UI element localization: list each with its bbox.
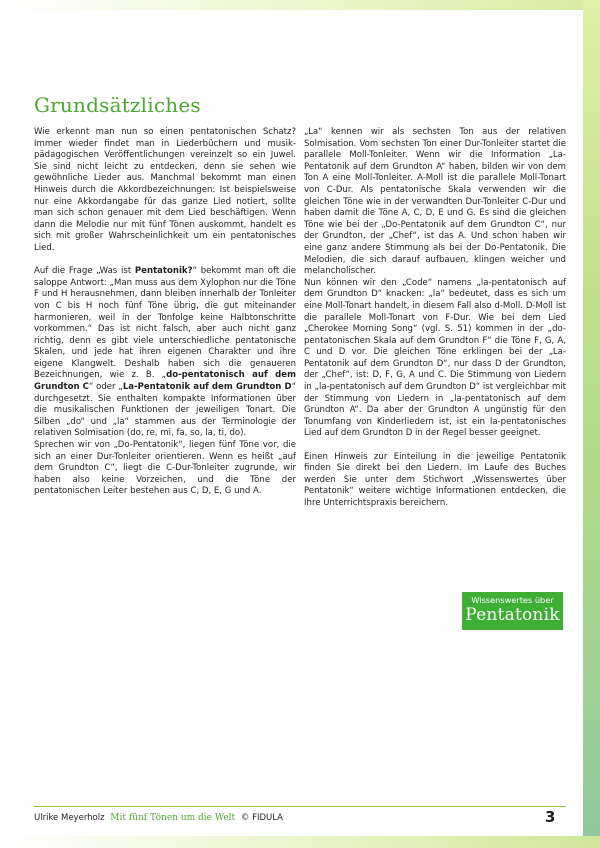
paragraph: Nun können wir den „Code“ namens „la-pentatonisch auf dem Grundton D“ knacken: „la“ bedeutet, dass es sich um eine Moll-Tonart handelt, in diesem Fall also d-Moll. D-Moll ist die parallele Moll-Tonart von F-Dur. Wie bei dem Lied „Cherokee Morning Song“ (vgl. S. 51) kommen in der „do-pentatonischen Skala auf dem Grundton F“ die Töne F, G, A, C und D vor. Die gleichen Töne erklingen bei der „La-Pentatonik auf dem Grundton D“, nur dass D der Grundton, der „Chef“, ist: D, F, G, A und C. Die Stimmung von Liedern in „la-pentatonisch auf dem Grundton D“ ist vergleichbar mit der Stimmung von Liedern in „la-pentatonisch auf dem Grundton A“. Da aber der Grundton A ungünstig für den Tonumfang von Kinderliedern ist, ist ein la-pentatonisches Lied auf dem Grundton D in der Regel besser geeignet. [304, 277, 566, 439]
right-decorative-band [583, 0, 600, 848]
bottom-decorative-band [0, 836, 600, 848]
badge-title: Pentatonik [465, 605, 560, 625]
section-heading: Grundsätzliches [34, 93, 201, 117]
paragraph: Einen Hinweis zur Einteilung in die jeweilige Pentatonik finden Sie direkt bei den Liedern. Im Laufe des Buches werden Sie unter dem Stichwort „Wissenswertes über Pentatonik“ weitere wichtige Informationen entdecken, die Ihre Unterrichtspraxis bereichern. [304, 451, 566, 508]
badge-caption: Wissenswertes über [471, 595, 554, 605]
bold-term: La-Pentatonik auf dem Grundton D [122, 382, 292, 393]
left-text-column [34, 127, 296, 510]
footer-author: Ulrike Meyerholz [34, 813, 105, 823]
paragraph: Auf die Frage „Was ist Pentatonik?“ bekommt man oft die saloppe Antwort: „Man muss aus dem Xylophon nur die Töne F und H herausnehmen, dann bleiben innerhalb der Tonleiter von C bis H noch fünf Töne übrig, die gut miteinander harmonieren, weil in der Tonfolge keine Halbtonschritte vorkommen.“ Das ist nicht falsch, aber auch nicht ganz richtig, denn es gibt viele unterschiedliche pentatonische Skalen, und jede hat ihren eigenen Charakter und ihre eigene Klangwelt. Deshalb haben sich die genaueren Bezeichnungen, wie z. B. „do-pentatonisch auf dem Grundton C“ oder „La-Pentatonik auf dem Grundton D“ durchgesetzt. Sie enthalten kompakte Informationen über die musikalischen Funktionen der jeweiligen Tonart. Die Silben „do“ und „la“ stammen aus der Terminologie der relativen Solmisation (do, re, mi, fa, so, la, ti, do). [34, 266, 296, 439]
top-decorative-band [0, 0, 583, 10]
footer-divider [34, 806, 566, 807]
footer-book-title: Mit fünf Tönen um die Welt [110, 813, 236, 823]
paragraph: „La“ kennen wir als sechsten Ton aus der relativen Solmisation. Vom sechsten Ton einer Dur-Tonleiter startet die parallele Moll-Tonleiter. Wenn wir die Information „La-Pentatonik auf dem Grundton A“ haben, bilden wir von dem Ton A eine Moll-Tonleiter. A-Moll ist die parallele Moll-Tonart von C-Dur. Als pentatonische Skala verwenden wir die gleichen Töne wie in der verwandten Dur-Tonleiter C-Dur und haben damit die Töne A, C, D, E und G. Es sind die gleichen Töne wie bei der „Do-Pentatonik auf dem Grundton C“, nur der Grundton, der „Chef“, ist das A. Und schon haben wir eine ganz andere Stimmung als bei der Do-Pentatonik. Die Melodien, die sich darauf aufbauen, klingen weicher und melancholischer. [304, 127, 566, 277]
paragraph: Sprechen wir von „Do-Pentatonik“, liegen fünf Töne vor, die sich an einer Dur-Tonleiter orientieren. Wenn es heißt „auf dem Grundton C“, liegt die C-Dur-Tonleiter zugrunde, wir haben also keine Vorzeichen, und die Töne der pentatonischen Leiter bestehen aus C, D, E, G und A. [34, 440, 296, 497]
bold-term: do-pentatonisch auf dem Grundton C [34, 370, 296, 393]
footer [34, 813, 283, 823]
bold-term: Pentatonik? [134, 266, 193, 277]
pentatonik-info-badge [462, 592, 563, 630]
right-text-column [304, 127, 566, 521]
paragraph: Wie erkennt man nun so einen pentatonischen Schatz? Immer wieder findet man in Liederbüchern und musik-pädagogischen Veröffentlichungen vereinzelt so ein Juwel. Sie sind nicht leicht zu entdecken, denn sie sehen wie gewöhnliche Lieder aus. Manchmal bekommt man einen Hinweis durch die Akkordbezeichnungen: Ist beispielsweise nur eine Akkordangabe für das ganze Lied notiert, sollte man sich schon genauer mit dem Lied beschäftigen. Wenn dann die Melodie nur mit fünf Tönen auskommt, handelt es sich mit großer Wahrscheinlichkeit um ein pentatonisches Lied. [34, 127, 296, 253]
page-number: 3 [545, 808, 556, 826]
footer-publisher: © FIDULA [240, 813, 284, 823]
